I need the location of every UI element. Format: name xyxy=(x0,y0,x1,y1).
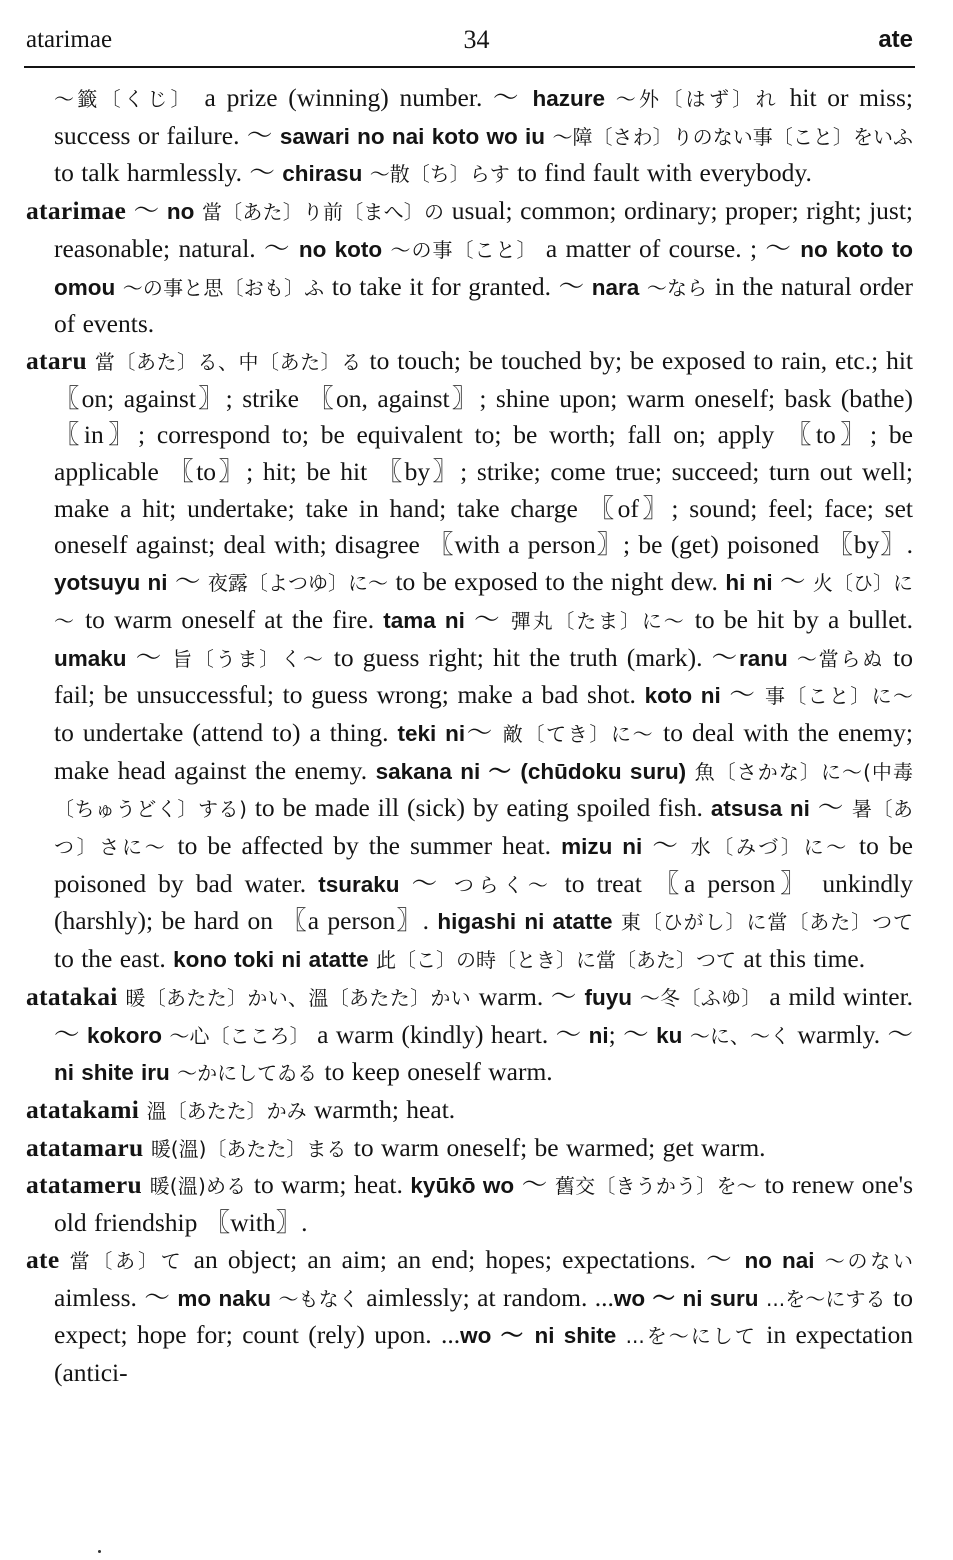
dictionary-entry xyxy=(26,1092,913,1130)
definition-text: ～ xyxy=(167,567,208,597)
japanese-text: 舊交〔きうかう〕を～ xyxy=(554,1174,757,1199)
definition-text xyxy=(143,1133,150,1162)
header-left-guide-word: atarimae xyxy=(26,26,113,53)
romaji-phrase: mo naku xyxy=(177,1285,271,1311)
japanese-text: 魚〔さかな〕に～(中毒〔ちゅうどく〕する) xyxy=(54,759,913,822)
dictionary-entry xyxy=(26,343,913,979)
definition-text: at this time. xyxy=(736,944,866,974)
romaji-phrase: ni shite iru xyxy=(54,1060,170,1086)
definition-text: ～ xyxy=(772,567,813,597)
definition-text xyxy=(382,234,390,263)
definition-text: to be affected by the summer heat. xyxy=(167,831,562,861)
definition-text: a mild winter. ～ xyxy=(54,981,914,1049)
definition-text: to be poisoned by bad water. xyxy=(54,831,913,898)
definition-text xyxy=(639,272,647,301)
headword: atarimae xyxy=(26,196,127,226)
japanese-text: 此〔こ〕の時〔とき〕に當〔あた〕つて xyxy=(376,948,737,973)
romaji-phrase: mizu ni xyxy=(561,834,643,860)
japanese-text: 敵〔てき〕に～ xyxy=(502,721,655,746)
romaji-phrase: teki ni xyxy=(397,720,466,746)
definition-text xyxy=(139,1095,146,1124)
definition-text: to be exposed to the night dew. xyxy=(388,567,726,597)
headword: atatakai xyxy=(26,981,118,1011)
definition-text: to touch; be touched by; be exposed to rain, etc.; hit 〖on; against〗; strike 〖on, against〗; shine upon; warm oneself; bask (bathe) 〖in〗; correspond to; be equivalent to; be worth; fall on; apply 〖to〗; be applicable 〖to〗; hit; be hit 〖by〗; strike; come true; succeed; turn out well; make a hit; undertake; take in hand; take charge 〖of〗; sound; feel; face; set oneself against; deal with; disagree 〖with a person〗; be (get) poisoned 〖by〗. xyxy=(54,345,914,560)
dictionary-entry xyxy=(26,1130,913,1168)
headword: atatamaru xyxy=(26,1132,144,1162)
romaji-phrase: tama ni xyxy=(383,607,465,633)
romaji-phrase: umaku xyxy=(54,645,127,671)
definition-text xyxy=(682,1020,689,1049)
japanese-text: ～當らぬ xyxy=(796,646,885,671)
dictionary-entry xyxy=(26,193,913,343)
japanese-text: 火〔ひ〕に～ xyxy=(54,571,914,633)
romaji-phrase: wo ～ ni suru xyxy=(613,1285,759,1311)
definition-text: ～ xyxy=(464,604,511,634)
romaji-phrase: kyūkō wo xyxy=(410,1173,515,1199)
japanese-text: 東〔ひがし〕に當〔あた〕つて xyxy=(620,910,914,935)
definition-text: to fail; be unsuccessful; to guess wrong; make a bad shot. xyxy=(54,642,914,710)
japanese-text: 暖(溫)める xyxy=(149,1174,247,1199)
japanese-text: ～の事と思〔おも〕ふ xyxy=(122,275,325,300)
definition-text xyxy=(616,1320,625,1349)
romaji-phrase: hazure xyxy=(532,86,606,111)
definition-text xyxy=(369,944,376,973)
definition-text: to be made ill (sick) by eating spoiled fish. xyxy=(246,793,711,823)
definition-text: to deal with the enemy; make head against the enemy. xyxy=(54,717,913,785)
definition-text: to warm oneself; be warmed; get warm. xyxy=(346,1132,766,1162)
definition-text: ～ xyxy=(126,642,173,672)
definition-text xyxy=(759,1283,766,1312)
japanese-text: ～心〔こころ〕 xyxy=(169,1023,310,1048)
definition-text: warm. ～ xyxy=(471,981,585,1011)
definition-text: ～ xyxy=(514,1170,555,1200)
definition-text: aimless. ～ xyxy=(54,1282,178,1312)
page-number: 34 xyxy=(463,25,490,54)
japanese-text: ～なら xyxy=(646,275,708,300)
romaji-phrase: no koto to omou xyxy=(54,236,913,300)
definition-text: ～ xyxy=(126,196,167,226)
romaji-phrase: no koto xyxy=(298,236,383,262)
definition-text xyxy=(142,1170,150,1199)
japanese-text: ...を～にして xyxy=(625,1324,757,1349)
romaji-phrase: kokoro xyxy=(86,1022,162,1048)
definition-text: to the east. xyxy=(54,944,174,974)
japanese-text: 事〔こと〕に～ xyxy=(764,684,913,709)
japanese-text: ～かにしてゐる xyxy=(177,1061,318,1086)
definition-text: ; ～ xyxy=(608,1019,657,1049)
romaji-phrase: wo ～ ni shite xyxy=(460,1323,617,1349)
definition-text: warmth; heat. xyxy=(306,1094,456,1124)
romaji-phrase: tsuraku xyxy=(318,871,400,897)
definition-text: to keep oneself warm. xyxy=(317,1057,553,1087)
definition-text xyxy=(632,982,640,1011)
japanese-text: ～外〔はず〕れ xyxy=(615,87,779,111)
definition-text xyxy=(59,1245,69,1274)
japanese-text: 暑〔あつ〕さに～ xyxy=(54,797,914,860)
romaji-phrase: ni xyxy=(588,1022,609,1048)
definition-text: aimlessly; at random. ... xyxy=(358,1282,614,1312)
definition-text: to treat 〖a person〗 unkindly (harshly); be hard on 〖a person〗. xyxy=(54,868,914,936)
definition-text: to expect; hope for; count (rely) upon. ... xyxy=(54,1282,913,1350)
romaji-phrase: sakana ni ～ (chūdoku suru) xyxy=(375,758,687,784)
japanese-text: 暖〔あたた〕かい、溫〔あたた〕かい xyxy=(125,985,472,1010)
japanese-text: 彈丸〔たま〕に～ xyxy=(510,608,686,633)
japanese-text: ～冬〔ふゆ〕 xyxy=(639,985,762,1010)
japanese-text: 暖(溫)〔あたた〕まる xyxy=(150,1136,347,1161)
definition-text: warmly. ～ xyxy=(790,1019,913,1049)
definition-text: in expectation (antici- xyxy=(54,1320,913,1387)
definition-text: ～ xyxy=(809,793,852,823)
romaji-phrase: yotsuyu ni xyxy=(54,570,168,596)
definition-text: to find fault with everybody. xyxy=(509,158,812,188)
romaji-phrase: chirasu xyxy=(282,161,363,187)
definition-text: a matter of course. ; ～ xyxy=(537,233,801,263)
definition-text: ～ xyxy=(642,831,691,861)
definition-text: to renew one's old friendship 〖with〗. xyxy=(54,1170,914,1238)
romaji-phrase: nara xyxy=(591,274,640,300)
definition-text: ～ xyxy=(465,717,503,747)
japanese-text: ～もなく xyxy=(278,1286,359,1311)
japanese-text: 當〔あた〕る、中〔あた〕る xyxy=(94,349,362,374)
japanese-text: 夜露〔よつゆ〕に～ xyxy=(207,571,389,596)
japanese-text: 溫〔あたた〕かみ xyxy=(146,1098,307,1123)
definition-text: to take it for granted. ～ xyxy=(324,271,592,301)
definition-text xyxy=(194,196,202,225)
japanese-text: ...を～にする xyxy=(766,1286,886,1311)
definition-text xyxy=(686,756,694,785)
definition-text xyxy=(115,272,123,301)
dictionary-entry xyxy=(26,80,913,193)
romaji-phrase: higashi ni atatte xyxy=(437,909,613,935)
japanese-text: ～に、～く xyxy=(689,1023,791,1048)
definition-text: to undertake (attend to) a thing. xyxy=(54,717,398,747)
print-speck xyxy=(98,1550,101,1553)
definition-text: in the natural order of events. xyxy=(54,271,914,339)
definition-text xyxy=(362,158,369,187)
romaji-phrase: kono toki ni atatte xyxy=(173,947,369,973)
definition-text: to warm oneself at the fire. xyxy=(75,604,384,634)
japanese-text: 當〔あ〕て xyxy=(69,1248,184,1273)
header-right-guide-word: ate xyxy=(878,26,913,53)
definition-text: a warm (kindly) heart. ～ xyxy=(309,1019,589,1049)
dictionary-entry xyxy=(26,1167,913,1241)
definition-text: to warm; heat. xyxy=(246,1170,411,1200)
headword: ataru xyxy=(26,345,87,375)
romaji-phrase: atsusa ni xyxy=(710,796,810,822)
romaji-phrase: koto ni xyxy=(644,683,721,709)
romaji-phrase: hi ni xyxy=(725,570,773,596)
headword: atatakami xyxy=(26,1094,140,1124)
definition-text xyxy=(87,346,95,375)
japanese-text: 旨〔うま〕く～ xyxy=(172,646,325,671)
dictionary-entries xyxy=(26,80,913,1392)
japanese-text: つらく～ xyxy=(453,872,553,897)
definition-text xyxy=(613,906,621,935)
romaji-phrase: no xyxy=(166,199,195,225)
japanese-text: ～障〔さわ〕りのない事〔こと〕をいふ xyxy=(552,124,914,149)
definition-text: to guess right; hit the truth (mark). ～ xyxy=(324,642,739,672)
headword: atatameru xyxy=(26,1170,142,1200)
romaji-phrase: fuyu xyxy=(584,984,632,1010)
japanese-text: 當〔あた〕り前〔まへ〕の xyxy=(201,200,445,225)
definition-text xyxy=(605,83,616,112)
definition-text: to talk harmlessly. ～ xyxy=(54,158,283,188)
romaji-phrase: no nai xyxy=(744,1247,815,1273)
romaji-phrase: sawari no nai koto wo iu xyxy=(279,123,546,149)
japanese-text: 水〔みづ〕に～ xyxy=(690,835,849,860)
definition-text: a prize (winning) number. ～ xyxy=(193,83,533,112)
definition-text: usual; common; ordinary; proper; right; just; reasonable; natural. ～ xyxy=(54,196,914,263)
header-rule xyxy=(24,66,915,68)
japanese-text: ～のない xyxy=(824,1248,914,1273)
dictionary-entry xyxy=(26,1242,913,1392)
definition-text xyxy=(815,1245,825,1274)
japanese-text: ～散〔ち〕らす xyxy=(369,162,510,187)
dictionary-entry xyxy=(26,979,913,1092)
definition-text: hit or miss; success or failure. ～ xyxy=(54,83,914,150)
headword: ate xyxy=(26,1244,60,1274)
definition-text: to be hit by a bullet. xyxy=(685,604,913,634)
romaji-phrase: ku xyxy=(656,1022,683,1048)
romaji-phrase: ranu xyxy=(738,645,788,671)
japanese-text: ～籤〔くじ〕 xyxy=(54,87,194,111)
definition-text: ～ xyxy=(399,868,454,898)
definition-text: an object; an aim; an end; hopes; expectations. ～ xyxy=(183,1244,745,1274)
definition-text: ～ xyxy=(720,680,765,710)
japanese-text: ～の事〔こと〕 xyxy=(390,237,538,262)
definition-text xyxy=(788,643,797,672)
